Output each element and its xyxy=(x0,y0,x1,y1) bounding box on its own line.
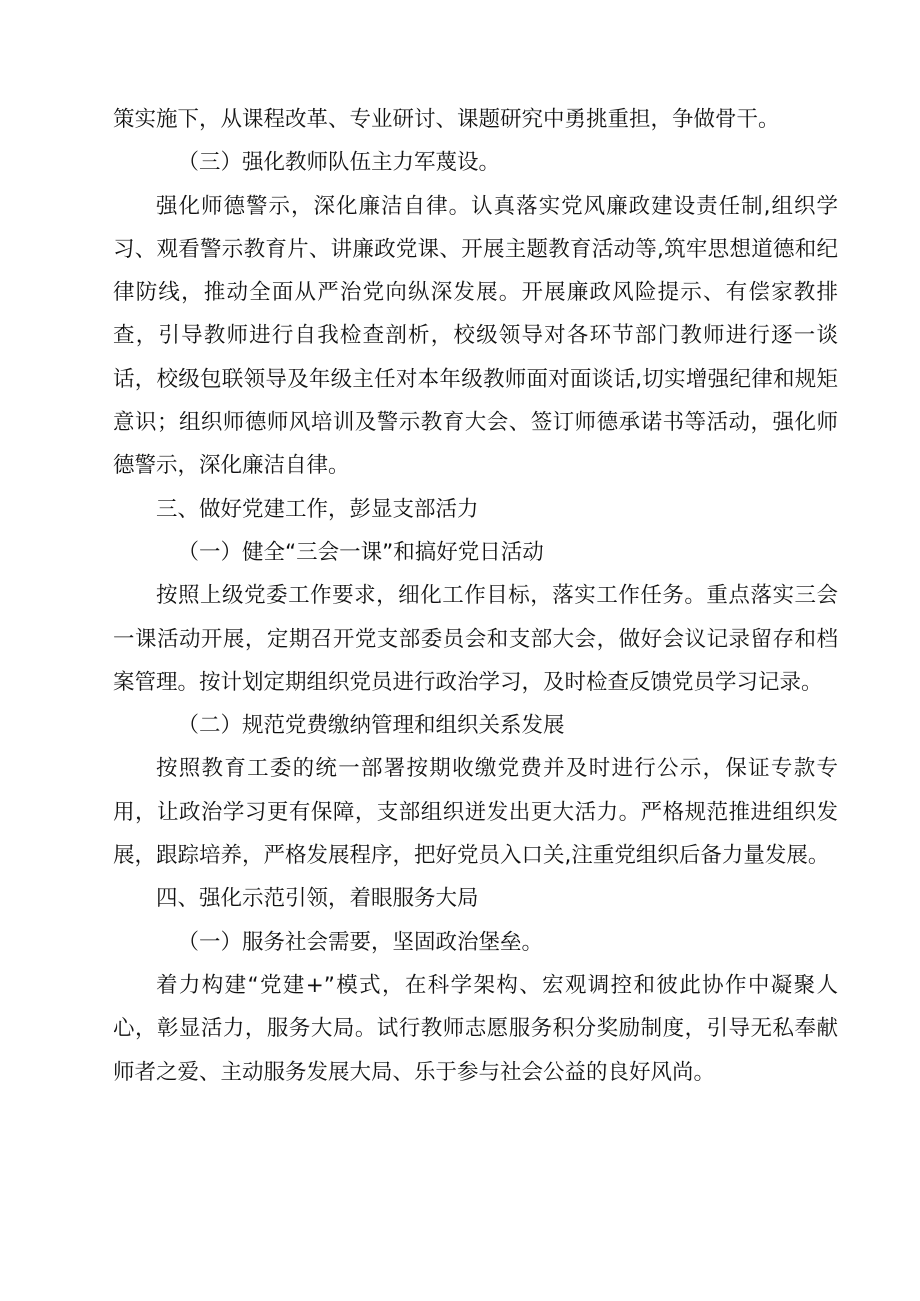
paragraph-party-committee-work: 按照上级党委工作要求，细化工作目标，落实工作任务。重点落实三会一课活动开展，定期召开党支部委员会和支部大会，做好会议记录留存和档案管理。按计划定期组织党员进行政治学习，及时检查反馈党员学习记录。 xyxy=(113,583,838,695)
heading-demonstration-leadership: 四、强化示范引领，着眼服务大局 xyxy=(156,886,479,912)
paragraph-party-dues: 按照教育工委的统一部署按期收缴党费并及时进行公示，保证专款专用，让政治学习更有保障，支部组织迸发出更大活力。严格规范推进组织发展，跟踪培养，严格发展程序，把好党员入口关,注重党组织后备力量发展。 xyxy=(113,756,838,869)
paragraph-continuation: 策实施下，从课程改革、专业研讨、课题研究中勇挑重担，争做骨干。 xyxy=(113,107,780,132)
document-body xyxy=(113,98,838,1094)
subheading-three-meetings: （一）健全“三会一课”和搞好党日活动 xyxy=(177,539,544,565)
paragraph-party-building-plus: 着力构建“党建+”模式，在科学架构、宏观调控和彼此协作中凝聚人心，彰显活力，服务大局。试行教师志愿服务积分奖励制度，引导无私奉献师者之爱、主动服务发展大局、乐于参与社会公益的良好风尚。 xyxy=(113,972,838,1085)
subheading-strengthen-teacher-team: （三）强化教师队伍主力军蔑设。 xyxy=(177,150,501,176)
subheading-party-dues: （二）规范党费缴纳管理和组织关系发展 xyxy=(177,713,565,739)
subheading-serve-society: （一）服务社会需要，坚固政治堡垒。 xyxy=(177,929,544,955)
paragraph-ethics-warning: 强化师德警示，深化廉洁自律。认真落实党风廉政建设责任制,组织学习、观看警示教育片、讲廉政党课、开展主题教育活动等,筑牢思想道德和纪律防线，推动全面从严治党向纵深发展。开展廉政风险提示、有偿家教排查，引导教师进行自我检查剖析，校级领导对各环节部门教师进行逐一谈话，校级包联领导及年级主任对本年级教师面对面谈话,切实增强纪律和规矩意识；组织师德师风培训及警示教育大会、签订师德承诺书等活动，强化师德警示，深化廉洁自律。 xyxy=(113,193,838,479)
heading-party-building: 三、做好党建工作，彭显支部活力 xyxy=(156,496,479,522)
